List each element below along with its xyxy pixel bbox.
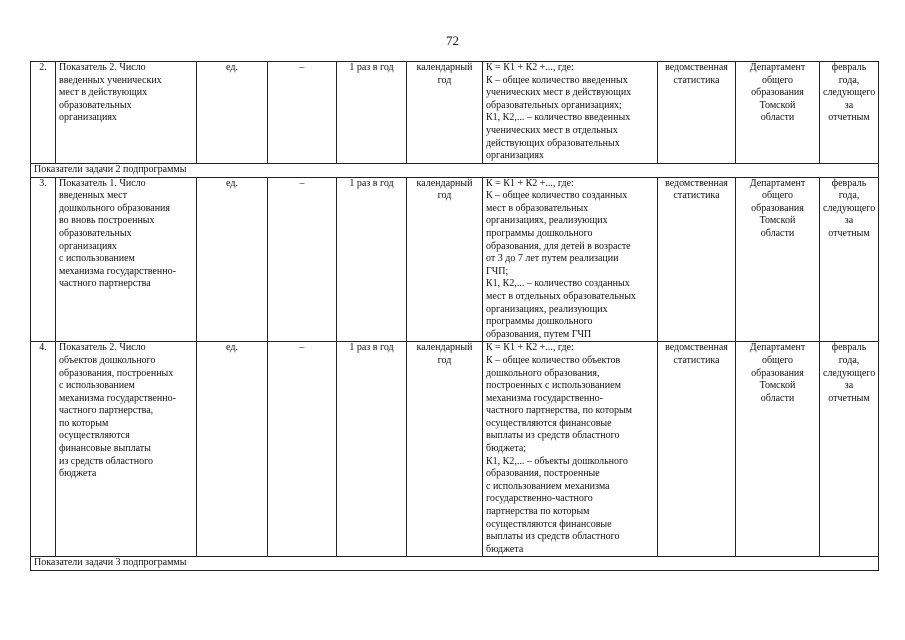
- unit-of-measure: ед.: [197, 177, 268, 342]
- data-source: ведомственная статистика: [658, 342, 736, 557]
- time-period: календарный год: [407, 342, 483, 557]
- deadline: февраль года, следующего за отчетным: [820, 342, 879, 557]
- indicator-name: Показатель 2. Число введенных ученических мест в действующих образовательных организациях: [56, 62, 197, 164]
- indicators-table: [30, 61, 879, 571]
- frequency: 1 раз в год: [337, 62, 407, 164]
- calculation-formula: К = К1 + К2 +..., где: К – общее количество созданных мест в образовательных организациях, реализующих программы дошкольного образования, для детей в возрасте от 3 до 7 лет путем реализации ГЧП; К1, К2,... – количество созданных мест в отдельных образовательных организациях, реализующих программы дошкольного образования, путем ГЧП: [483, 177, 658, 342]
- deadline: февраль года, следующего за отчетным: [820, 177, 879, 342]
- dash-cell: –: [268, 62, 337, 164]
- calculation-formula: К = К1 + К2 +..., где: К – общее количество введенных ученических мест в действующих образовательных организациях; К1, К2,... – количество введенных ученических мест в отдельных действующих образовательных организациях: [483, 62, 658, 164]
- section-row: [31, 557, 879, 571]
- responsible-body: Департамент общего образования Томской области: [736, 342, 820, 557]
- unit-of-measure: ед.: [197, 342, 268, 557]
- dash-cell: –: [268, 342, 337, 557]
- responsible-body: Департамент общего образования Томской области: [736, 62, 820, 164]
- calculation-formula: К = К1 + К2 +..., где: К – общее количество объектов дошкольного образования, построенных с использованием механизма государственно- частного партнерства, по которым осуществляются финансовые выплаты из средств областного бюджета; К1, К2,... – объекты дошкольного образования, построенные с использованием механизма государственно-частного партнерства по которым осуществляются финансовые выплаты из средств областного бюджета: [483, 342, 658, 557]
- dash-cell: –: [268, 177, 337, 342]
- row-number: 3.: [31, 177, 56, 342]
- data-source: ведомственная статистика: [658, 177, 736, 342]
- page-number: 72: [446, 33, 459, 48]
- table-row: [31, 177, 879, 342]
- table-row: [31, 62, 879, 164]
- section-row: [31, 164, 879, 178]
- deadline: февраль года, следующего за отчетным: [820, 62, 879, 164]
- time-period: календарный год: [407, 177, 483, 342]
- row-number: 4.: [31, 342, 56, 557]
- data-source: ведомственная статистика: [658, 62, 736, 164]
- indicator-name: Показатель 1. Число введенных мест дошкольного образования во вновь построенных образовательных организациях с использованием механизма государственно- частного партнерства: [56, 177, 197, 342]
- responsible-body: Департамент общего образования Томской области: [736, 177, 820, 342]
- indicator-name: Показатель 2. Число объектов дошкольного образования, построенных с использованием механизма государственно- частного партнерства, по которым осуществляются финансовые выплаты из средств областного бюджета: [56, 342, 197, 557]
- time-period: календарный год: [407, 62, 483, 164]
- unit-of-measure: ед.: [197, 62, 268, 164]
- frequency: 1 раз в год: [337, 342, 407, 557]
- table-row: [31, 342, 879, 557]
- frequency: 1 раз в год: [337, 177, 407, 342]
- row-number: 2.: [31, 62, 56, 164]
- section-heading: Показатели задачи 2 подпрограммы: [31, 164, 879, 178]
- section-heading: Показатели задачи 3 подпрограммы: [31, 557, 879, 571]
